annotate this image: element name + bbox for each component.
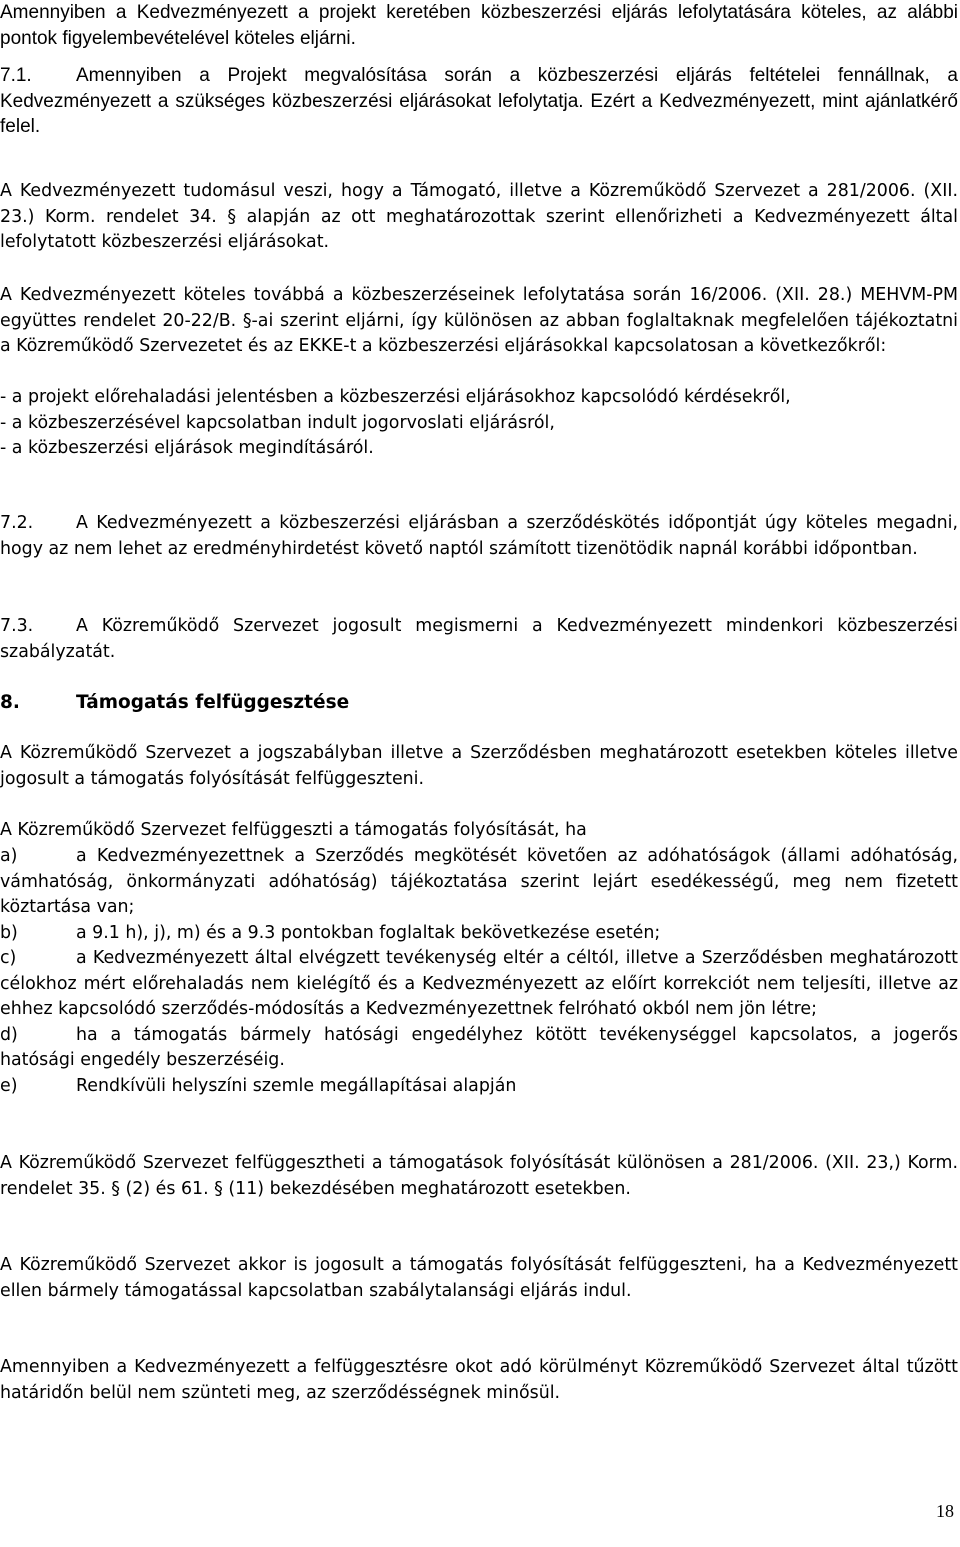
koteles-paragraph: A Kedvezményezett köteles továbbá a közbeszerzéseinek lefolytatása során 16/2006. (XII. 28.) MEHVM-PM együttes rendelet 20-22/B. §-ai szerint eljárni, így különösen az abban foglaltaknak megfelelően tájékoztatni a Közreműködő Szervezetet és az EKKE-t a közbeszerzési eljárásokkal kapcsolatosan a következőkről:	[0, 285, 958, 356]
item-text: Rendkívüli helyszíni szemle megállapításai alapján	[76, 1075, 517, 1096]
section-7-1-number: 7.1.	[0, 65, 32, 86]
suspension-conditions-list	[0, 844, 958, 1099]
list-item-e	[0, 1074, 958, 1100]
section-8-heading	[0, 690, 958, 716]
section-7-2	[0, 511, 958, 562]
item-label: d)	[0, 1024, 18, 1045]
jogszabaly-paragraph: A Közreműködő Szervezet a jogszabályban illetve a Szerződésben meghatározott esetekben köteles illetve jogosult a támogatás folyósítását felfüggeszteni.	[0, 743, 958, 789]
list-item: - a közbeszerzésével kapcsolatban indult jogorvoslati eljárásról,	[0, 412, 555, 433]
tudomasul-paragraph: A Kedvezményezett tudomásul veszi, hogy a Támogató, illetve a Közreműködő Szervezet a 281/2006. (XII. 23.) Korm. rendelet 34. § alapján az ott meghatározottak szerint ellenőrizheti a Kedvezményezett által lefolytatott közbeszerzési eljárásokat.	[0, 181, 958, 252]
section-7-2-text: A Kedvezményezett a közbeszerzési eljárásban a szerződéskötés időpontját úgy köteles megadni, hogy az nem lehet az eredményhirdetést követő naptól számított tizenötödik napnál korábbi időpontban.	[0, 513, 958, 559]
reporting-list	[0, 385, 958, 462]
felfuggesztheti-paragraph: A Közreműködő Szervezet felfüggesztheti a támogatások folyósítását különösen a 281/2006. (XII. 23,) Korm. rendelet 35. § (2) és 61. § (11) bekezdésében meghatározott esetekben.	[0, 1153, 958, 1199]
section-7-3-text: A Közreműködő Szervezet jogosult megismerni a Kedvezményezett mindenkori közbeszerzési szabályzatát.	[0, 616, 958, 662]
section-7-2-number: 7.2.	[0, 513, 34, 533]
list-item-d	[0, 1023, 958, 1074]
item-label: c)	[0, 948, 17, 968]
item-text: a Kedvezményezett által elvégzett tevékenység eltér a céltól, illetve a Szerződésben meghatározott célokhoz mért előrehaladás nem kielégítő és a Kedvezményezett az előírt korrekciót nem teljesíti, illetve az ehhez kapcsolódó szerződés-módosítás a Kedvezményezettnek felróható okból nem jön létre;	[0, 948, 958, 1019]
list-item-b	[0, 921, 958, 947]
item-label: b)	[0, 922, 18, 943]
section-7-1-text: Amennyiben a Projekt megvalósítása során a közbeszerzési eljárás feltételei fennállnak, a Kedvezményezett a szükséges közbeszerzési eljárásokat lefolytatja. Ezért a Kedvezményezett, mint ajánlatkérő felel.	[0, 65, 958, 137]
item-label: a)	[0, 846, 18, 866]
item-text: ha a támogatás bármely hatósági engedélyhez kötött tevékenységgel kapcsolatos, a jogerős hatósági engedély beszerzéséig.	[0, 1024, 958, 1070]
list-item-a	[0, 844, 958, 921]
section-8-number: 8.	[0, 692, 20, 713]
felfuggeszti-paragraph: A Közreműködő Szervezet felfüggeszti a támogatás folyósítását, ha	[0, 820, 587, 840]
item-text: a Kedvezményezettnek a Szerződés megkötését követően az adóhatóságok (állami adóhatóság, vámhatóság, önkormányzati adóhatóság) tájékoztatása szerint lejárt esedékességű, meg nem fizetett köztartása van;	[0, 846, 958, 917]
section-7-3	[0, 614, 958, 665]
akkor-is-paragraph: A Közreműködő Szervezet akkor is jogosult a támogatás folyósítását felfüggeszteni, ha a Kedvezményezett ellen bármely támogatással kapcsolatban szabálytalansági eljárás indul.	[0, 1255, 958, 1301]
intro-paragraph: Amennyiben a Kedvezményezett a projekt keretében közbeszerzési eljárás lefolytatására köteles, az alábbi pontok figyelembevételével köteles eljárni.	[0, 2, 958, 49]
page-number: 18	[936, 1501, 954, 1521]
list-item-c	[0, 946, 958, 1023]
list-item: - a közbeszerzési eljárások megindításáról.	[0, 438, 374, 458]
section-7-3-number: 7.3.	[0, 616, 34, 636]
list-item: - a projekt előrehaladási jelentésben a közbeszerzési eljárásokhoz kapcsolódó kérdésekről,	[0, 387, 791, 407]
amennyiben-paragraph: Amennyiben a Kedvezményezett a felfüggesztésre okot adó körülményt Közreműködő Szervezet által tűzött határidőn belül nem szünteti meg, az szerződésségnek minősül.	[0, 1357, 958, 1403]
item-label: e)	[0, 1075, 18, 1096]
section-8-title: Támogatás felfüggesztése	[76, 692, 350, 713]
section-7-1	[0, 63, 958, 140]
item-text: a 9.1 h), j), m) és a 9.3 pontokban foglaltak bekövetkezése esetén;	[76, 922, 661, 943]
